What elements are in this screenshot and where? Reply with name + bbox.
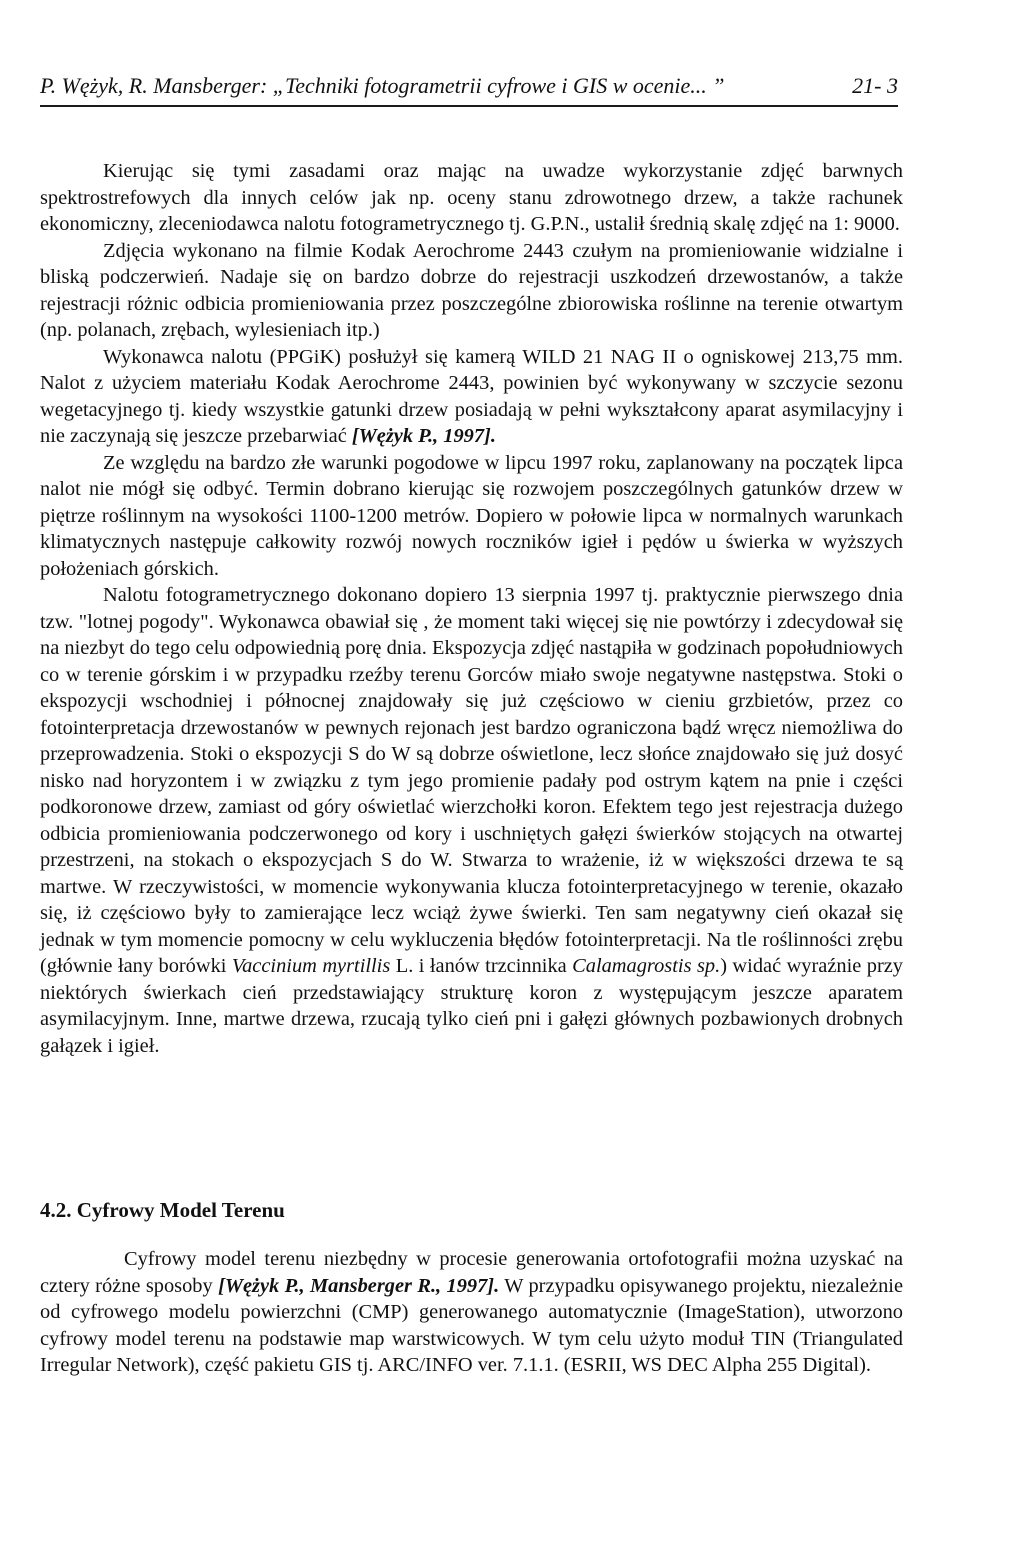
latin-name-1: Vaccinium myrtillis: [231, 955, 391, 977]
paragraph-5: [40, 582, 903, 1059]
section-paragraph-1-text-2: W przypadku opisywanego projektu, niezależnie od cyfrowego modelu powierzchni (CMP) generowanego automatycznie (ImageStation), utworzono cyfrowy model terenu na podstawie map warstwicowych. W tym celu użyto moduł TIN (Triangulated Irregular Network), część pakietu GIS tj. ARC/INFO ver. 7.1.1. (ESRII, WS DEC Alpha 255 Digital).: [40, 1274, 903, 1376]
section-body: [40, 1246, 903, 1379]
latin-name-2: Calamagrostis sp.: [572, 955, 721, 977]
paragraph-2: Zdjęcia wykonano na filmie Kodak Aerochrome 2443 czułym na promieniowanie widzialne i bliską podczerwień. Nadaje się on bardzo dobrze do rejestracji uszkodzeń drzewostanów, a także rejestracji różnic odbicia promieniowania przez poszczególne zbiorowiska roślinne na terenie otwartym (np. polanach, zrębach, wylesieniach itp.): [40, 239, 903, 341]
paragraph-1: Kierując się tymi zasadami oraz mając na uwadze wykorzystanie zdjęć barwnych spektrostrefowych dla innych celów jak np. oceny stanu zdrowotnego drzew, a także rachunek ekonomiczny, zleceniodawca nalotu fotogrametrycznego tj. G.P.N., ustalił średnią skalę zdjęć na 1: 9000.: [40, 160, 903, 235]
paragraph-5-text-1: Nalotu fotogrametrycznego dokonano dopiero 13 sierpnia 1997 tj. praktycznie pierwszego dnia tzw. "lotnej pogody". Wykonawca obawiał się , że moment taki więcej się nie powtórzy i zdecydował się na niezbyt do tego celu odpowiednią porę dnia. Ekspozycja zdjęć nastąpiła w godzinach popołudniowych co w terenie górskim i w przypadku rzeźby terenu Gorców miało swoje negatywne następstwa. Stoki o ekspozycji wschodniej i północnej znajdowały się już częściowo w cieniu grzbietów, przez co fotointerpretacja drzewostanów w pewnych rejonach jest bardzo ograniczona bądź wręcz niemożliwa do przeprowadzenia. Stoki o ekspozycji S do W są dobrze oświetlone, lecz słońce znajdowało się już dosyć nisko nad horyzontem i w związku z tym jego promienie padały pod ostrym kątem na pnie i części podkoronowe drzew, zamiast od góry oświetlać wierzchołki koron. Efektem tego jest rejestracja dużego odbicia promieniowania podczerwonego od kory i uschniętych gałęzi świerków stojących na otwartej przestrzeni, na stokach o ekspozycjach S do W. Stwarza to wrażenie, iż w większości drzewa te są martwe. W rzeczywistości, w momencie wykonywania klucza fotointerpretacyjnego w terenie, okazało się, iż częściowo były to zamierające lecz wciąż żywe świerki. Ten sam negatywny cień okazał się jednak w tym momencie pomocny w celu wykluczenia błędów fotointerpretacji. Na tle roślinności zrębu (głównie łany borówki: [40, 584, 903, 977]
section-paragraph-1: [40, 1246, 903, 1379]
citation: [Wężyk P., Mansberger R., 1997].: [218, 1274, 500, 1297]
page-number: 21- 3: [852, 73, 898, 98]
running-header: [40, 71, 898, 107]
citation: [Wężyk P., 1997].: [351, 425, 496, 447]
paragraph-5-text-2: L. i łanów trzcinnika: [390, 955, 573, 977]
paragraph-3-text: Wykonawca nalotu (PPGiK) posłużył się kamerą WILD 21 NAG II o ogniskowej 213,75 mm. Nalot z użyciem materiału Kodak Aerochrome 2443, powinien być wykonywany w szczycie sezonu wegetacyjnego tj. kiedy wszystkie gatunki drzew posiadają w pełni wykształcony aparat asymilacyjny i nie zaczynają się jeszcze przebarwiać: [40, 345, 903, 447]
running-header-title: P. Wężyk, R. Mansberger: „Techniki fotogrametrii cyfrowe i GIS w ocenie... ”: [40, 73, 725, 98]
paragraph-4: Ze względu na bardzo złe warunki pogodowe w lipcu 1997 roku, zaplanowany na początek lipca nalot nie mógł się odbyć. Termin dobrano kierując się rozwojem poszczególnych gatunków drzew w piętrze roślinnym na wysokości 1100-1200 metrów. Dopiero w połowie lipca w normalnych warunkach klimatycznych następuje całkowity rozwój nowych roczników igieł i pędów u świerka w wyższych położeniach górskich.: [40, 451, 903, 580]
body-text: [40, 158, 903, 1059]
paragraph-3: [40, 344, 903, 450]
paragraph-5-text-3: ) widać wyraźnie przy niektórych świerkach cień przedstawiający strukturę koron z występującym jeszcze aparatem asymilacyjnym. Inne, martwe drzewa, rzucają tylko cień pni i gałęzi głównych pozbawionych drobnych gałązek i igieł.: [40, 955, 903, 1057]
section-heading: 4.2. Cyfrowy Model Terenu: [40, 1198, 285, 1222]
section-paragraph-1-text-1: Cyfrowy model terenu niezbędny w procesie generowania ortofotografii można uzyskać na cztery różne sposoby: [40, 1248, 903, 1297]
